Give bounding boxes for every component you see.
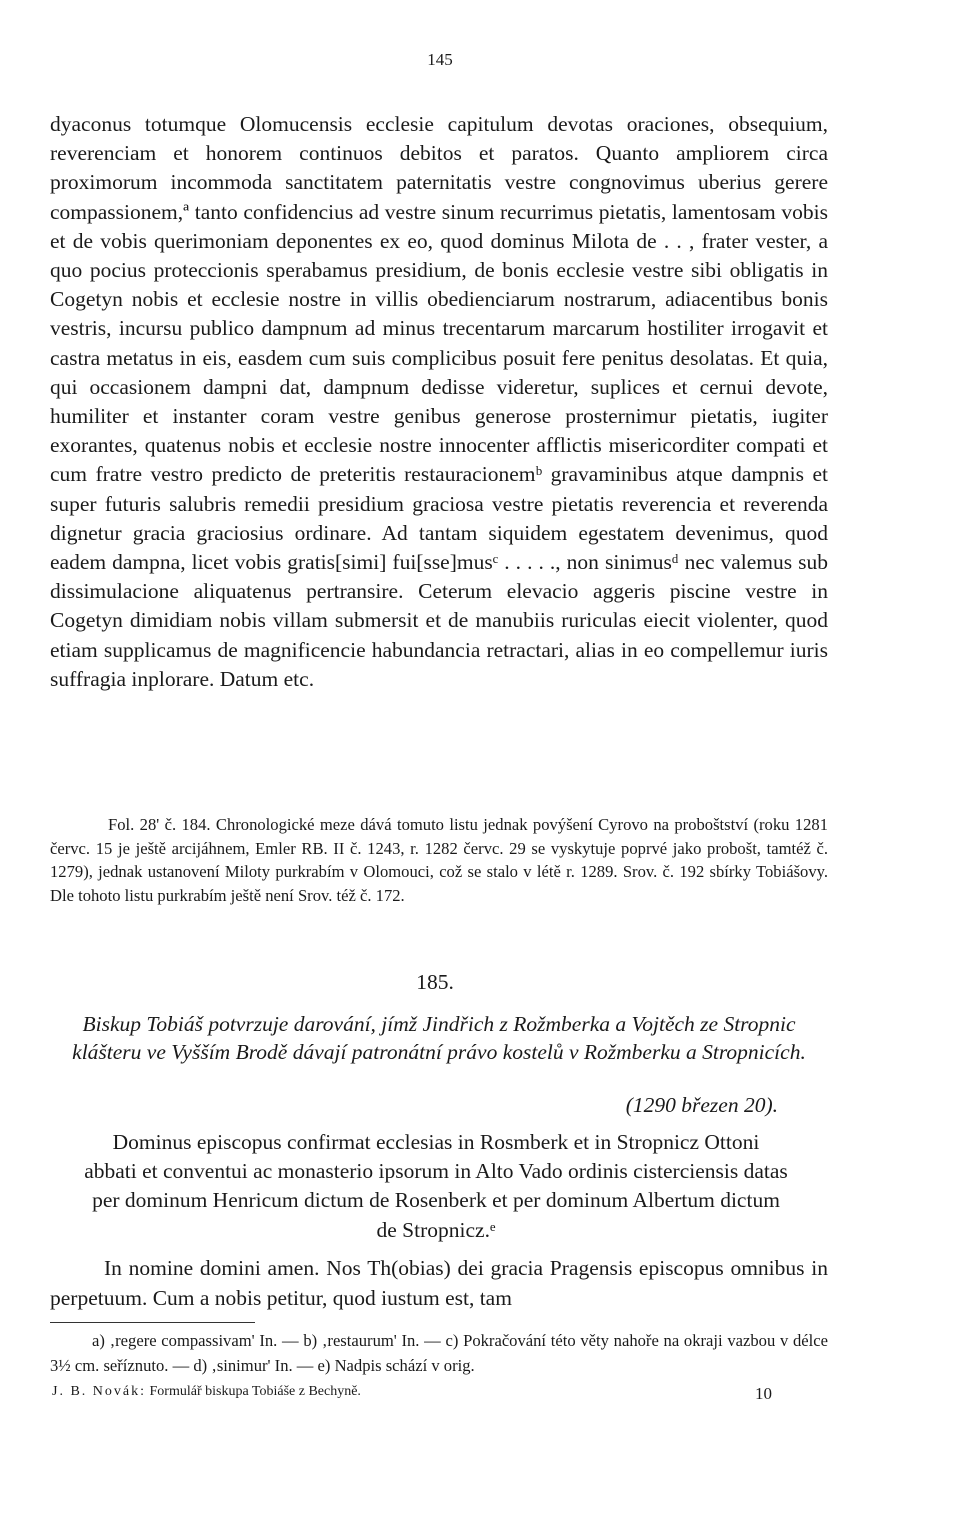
editor-note: Fol. 28' č. 184. Chronologické meze dává tomuto listu jednak povýšení Cyrovo na proboštství (roku 1281 červc. 15 je ještě arcijáhnem, Emler RB. II č. 1243, r. 1282 červc. 29 se vyskytuje poprvé jako probošt, tamtéž č. 1279), jednak ustanovení Miloty purkrabím v Olomouci, což se stalo v létě r. 1289. Srov. č. 192 sbírky Tobiášovy. Dle tohoto listu purkrabím ještě není Srov. též č. 172. <box>50 815 828 905</box>
page-footer <box>52 1384 772 1403</box>
main-text-block <box>50 110 828 694</box>
latin-summary: Dominus episcopus confirmat ecclesias in Rosmberk et in Stropnicz Ottoni abbati et conventui ac monasterio ipsorum in Alto Vado ordinis cisterciensis datas per dominum Henricum dictum de Rosenberk et per dominum Albertum dictum de Stropnicz.ᵉ <box>84 1130 788 1242</box>
footer-title: Formulář biskupa Tobiáše z Bechyně. <box>149 1384 361 1399</box>
regest-title: Biskup Tobiáš potvrzuje darování, jímž Jindřich z Rožmberka a Vojtěch ze Stropnic klášteru ve Vyšším Brodě dávají patronátní právo kostelů v Rožmberku a Stropnicích. <box>72 1012 806 1064</box>
sheet-signature: 10 <box>755 1384 772 1403</box>
document-number: 185. <box>416 970 454 994</box>
footnotes-text: a) ‚regere compassivam' In. — b) ‚restaurum' In. — c) Pokračování této věty nahoře na okraji vazbou v délce 3½ cm. seříznuto. — d) ‚sinimur' In. — e) Nadpis schází v orig. <box>50 1331 828 1375</box>
charter-text-block <box>50 1254 828 1313</box>
editor-note-block <box>50 813 828 907</box>
main-paragraph: dyaconus totumque Olomucensis ecclesie capitulum devotas oraciones, obsequium, reverenciam et honorem continuos debitos et paratos. Quanto ampliorem circa proximorum incommoda sanctitatem paternitatis vestre congnovimus uberius gerere compassionem,ª tanto confidencius ad vestre sinum recurrimus pietatis, lamentosam vobis et de vobis querimoniam deponentes ex eo, quod dominus Milota de . . , frater vester, a quo pocius proteccionis sperabamus presidium, de bonis ecclesie vestre sibi obligatis in Cogetyn nobis et ecclesie nostre in villis obedienciarum nostrarum, adiacentibus bonis vestris, incursu publico dampnum ad minus trecentarum marcarum hostiliter irrogavit et castra metatus in eis, easdem cum suis complicibus posuit fere penitus desolatas. Et quia, qui occasionem dampni dat, dampnum dedisse videretur, suplices et cernui devote, humiliter et instanter coram vestre genibus generose prosternimur pietatis, iugiter exorantes, quatenus nobis et ecclesie nostre innocenter afflictis misericorditer compati et cum fratre vestro predicto de preteritis restauracionemᵇ gravaminibus atque dampnis et super futuris salubris remedii presidium graciosa vestre pietatis reverencia et reverenda dignetur gracia graciosius ordinare. Ad tantam siquidem egestatem devenimus, quod eadem dampna, licet vobis gratis[simi] fui[sse]musᶜ . . . . ., non sinimusᵈ nec valemus sub dissimulacione aliquatenus pertransire. Ceterum elevacio aggeris piscine vestre in Cogetyn dimidiam nobis villam submersit et de manubiis ruriculas eiecit violenter, quod etiam supplicamus de magnificencie habundancia retractari, alias in eo compellemur iuris suffragia inplorare. Datum etc. <box>50 112 828 691</box>
charter-text: In nomine domini amen. Nos Th(obias) dei gracia Pragensis episcopus omnibus in perpetuum. Cum a nobis petitur, quod iustum est, tam <box>50 1256 828 1310</box>
footnotes-block <box>50 1328 828 1378</box>
footnote-divider <box>50 1322 255 1323</box>
footer-author: J. B. Novák: <box>52 1384 146 1399</box>
regest-date: (1290 březen 20). <box>625 1093 778 1117</box>
page-number: 145 <box>427 50 453 69</box>
